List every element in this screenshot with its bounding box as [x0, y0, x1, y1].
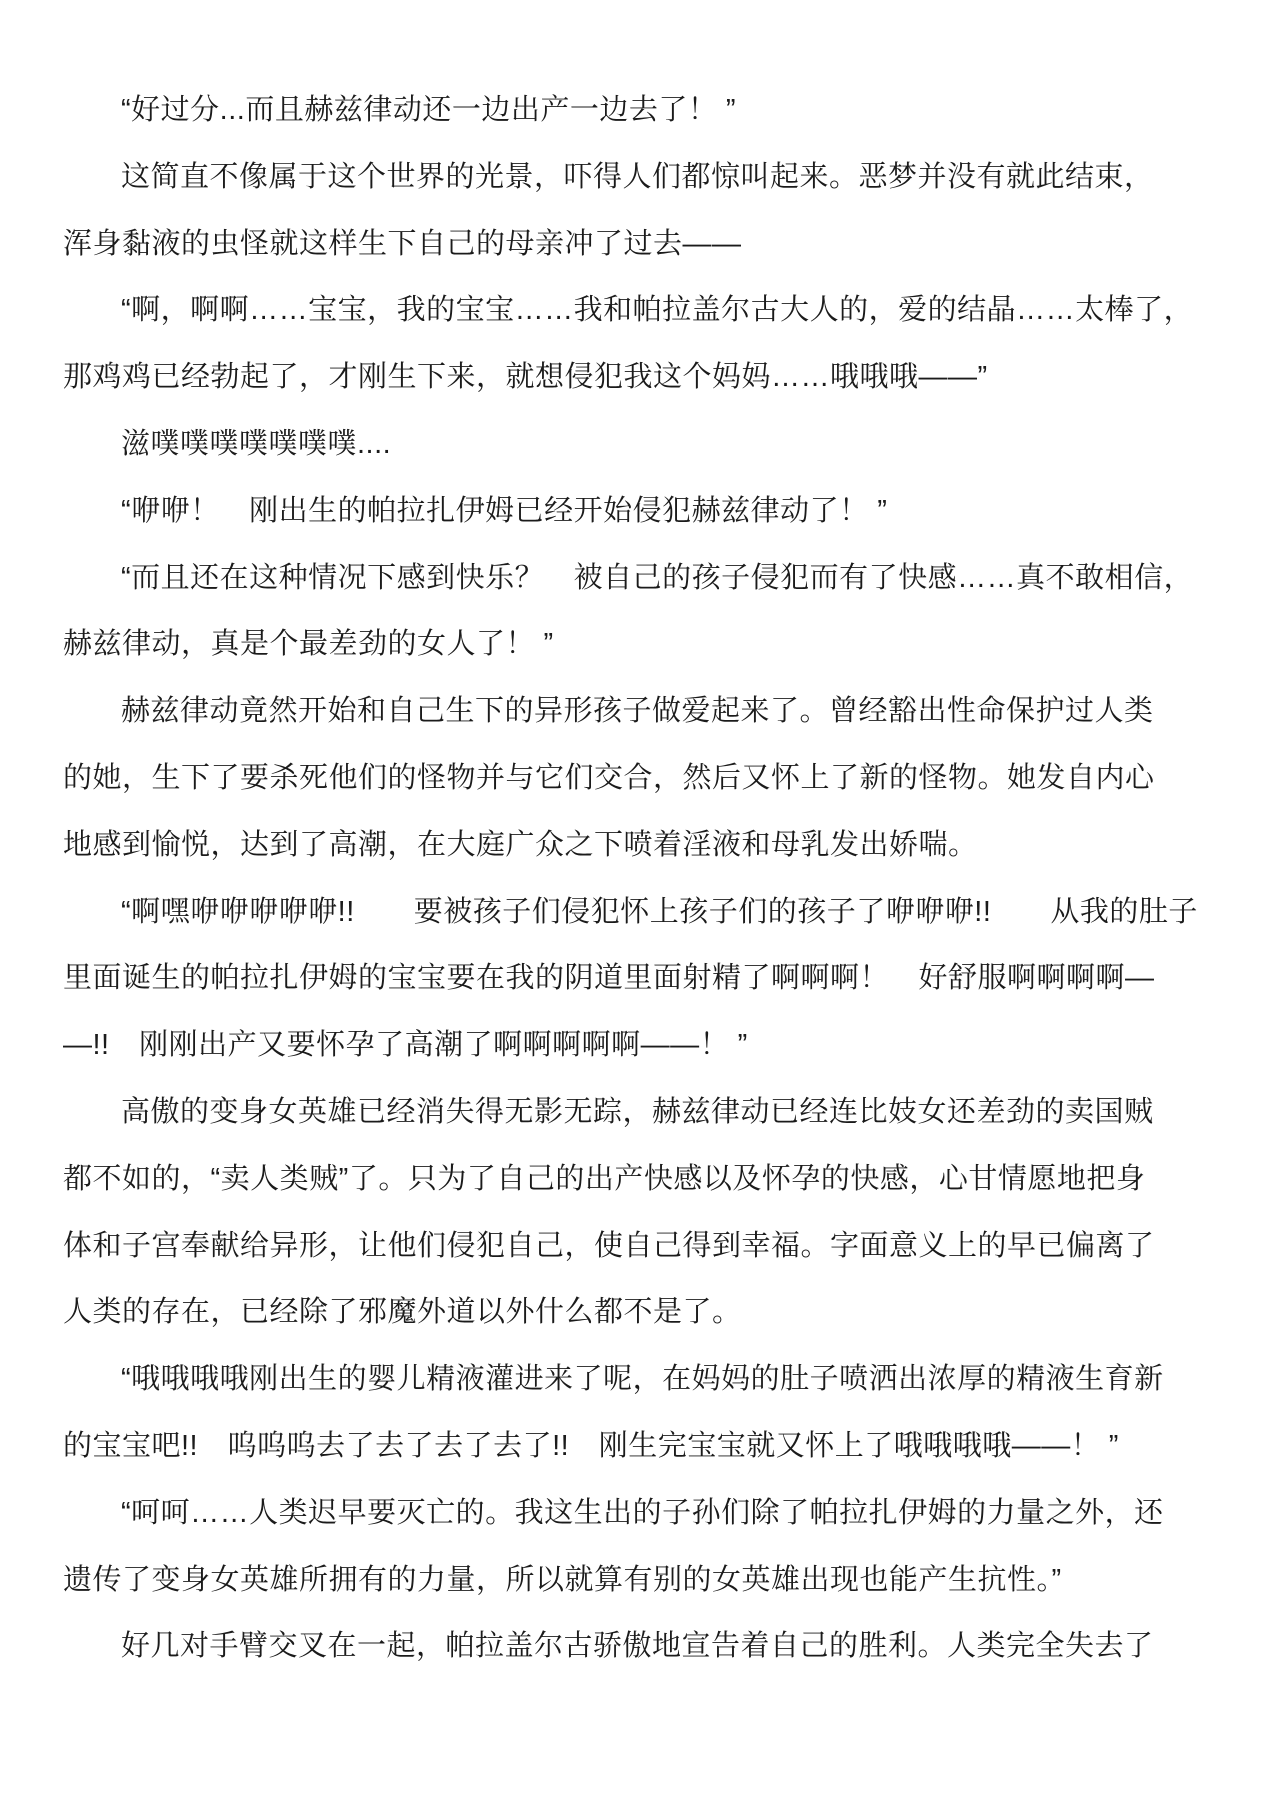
text-line: 好几对手臂交叉在一起，帕拉盖尔古骄傲地宣告着自己的胜利。人类完全失去了	[121, 1630, 1154, 1663]
text-line: “好过分...而且赫兹律动还一边出产一边去了！ ”	[121, 94, 737, 126]
text-line: “啊，啊啊……宝宝，我的宝宝……我和帕拉盖尔古大人的，爱的结晶……太棒了，	[121, 294, 1194, 327]
text-line: 的宝宝吧!! 呜呜呜去了去了去了去了!! 刚生完宝宝就又怀上了哦哦哦哦——！ ”	[63, 1429, 1119, 1462]
text-line: 赫兹律动，真是个最差劲的女人了！ ”	[63, 628, 554, 661]
text-line: 人类的存在，已经除了邪魔外道以外什么都不是了。	[63, 1296, 742, 1329]
text-line: “啊嘿咿咿咿咿咿!! 要被孩子们侵犯怀上孩子们的孩子了咿咿咿!! 从我的肚子	[121, 895, 1198, 928]
text-line: 这简直不像属于这个世界的光景，吓得人们都惊叫起来。恶梦并没有就此结束，	[121, 160, 1154, 193]
text-line: 那鸡鸡已经勃起了，才刚生下来，就想侵犯我这个妈妈……哦哦哦——”	[63, 361, 988, 394]
text-line: —!! 刚刚出产又要怀孕了高潮了啊啊啊啊啊——！ ”	[63, 1029, 748, 1062]
text-line: 都不如的，“卖人类贼”了。只为了自己的出产快感以及怀孕的快感，心甘情愿地把身	[63, 1162, 1146, 1195]
text-line: “咿咿！ 刚出生的帕拉扎伊姆已经开始侵犯赫兹律动了！ ”	[121, 494, 888, 527]
text-line: 地感到愉悦，达到了高潮，在大庭广众之下喷着淫液和母乳发出娇喘。	[63, 828, 978, 861]
text-line: “而且还在这种情况下感到快乐？ 被自己的孩子侵犯而有了快感……真不敢相信，	[121, 561, 1194, 594]
text-line: 浑身黏液的虫怪就这样生下自己的母亲冲了过去——	[63, 227, 742, 260]
text-line: 里面诞生的帕拉扎伊姆的宝宝要在我的阴道里面射精了啊啊啊！ 好舒服啊啊啊啊—	[63, 962, 1155, 995]
text-line: 赫兹律动竟然开始和自己生下的异形孩子做爱起来了。曾经豁出性命保护过人类	[121, 695, 1154, 728]
text-line: “哦哦哦哦刚出生的婴儿精液灌进来了呢，在妈妈的肚子喷洒出浓厚的精液生育新	[121, 1363, 1164, 1396]
text-line: “呵呵……人类迟早要灭亡的。我这生出的子孙们除了帕拉扎伊姆的力量之外，还	[121, 1496, 1164, 1529]
text-line: 遗传了变身女英雄所拥有的力量，所以就算有别的女英雄出现也能产生抗性。”	[63, 1563, 1062, 1596]
text-line: 高傲的变身女英雄已经消失得无影无踪，赫兹律动已经连比妓女还差劲的卖国贼	[121, 1095, 1154, 1128]
novel-text-block	[63, 77, 1211, 1680]
text-line: 滋噗噗噗噗噗噗噗....	[121, 427, 392, 460]
text-line: 体和子宫奉献给异形，让他们侵犯自己，使自己得到幸福。字面意义上的早已偏离了	[63, 1229, 1155, 1262]
text-line: 的她，生下了要杀死他们的怪物并与它们交合，然后又怀上了新的怪物。她发自内心	[63, 761, 1155, 794]
